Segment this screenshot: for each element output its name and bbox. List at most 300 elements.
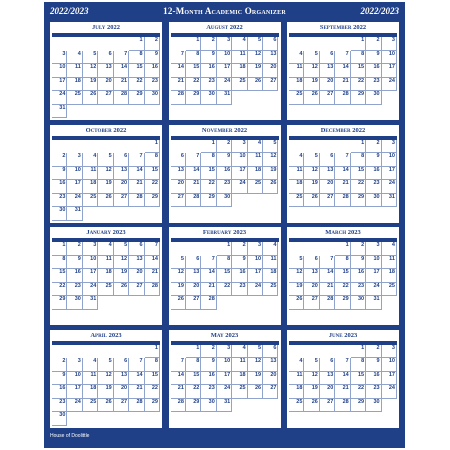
day-number: 21 bbox=[177, 77, 184, 84]
day-cell bbox=[67, 153, 82, 167]
month-block bbox=[50, 330, 162, 428]
day-number: 14 bbox=[177, 371, 184, 378]
day-cell bbox=[289, 51, 304, 65]
day-number: 9 bbox=[77, 255, 81, 262]
day-number: 30 bbox=[59, 207, 66, 213]
day-cell bbox=[232, 140, 247, 154]
day-cell bbox=[382, 140, 397, 154]
day-cell bbox=[129, 64, 144, 78]
day-cell bbox=[248, 345, 263, 359]
day-number: 5 bbox=[124, 242, 128, 248]
day-number: 22 bbox=[358, 77, 365, 84]
day-number: 11 bbox=[239, 358, 246, 364]
day-cell bbox=[201, 194, 216, 208]
day-number: 1 bbox=[345, 242, 349, 248]
day-number: 11 bbox=[296, 166, 303, 173]
day-cell bbox=[67, 296, 82, 310]
day-cell bbox=[382, 256, 397, 270]
day-number: 2 bbox=[211, 37, 215, 43]
day-number: 17 bbox=[224, 64, 231, 70]
day-cell bbox=[289, 91, 304, 105]
day-number: 26 bbox=[177, 296, 184, 302]
day-cell bbox=[366, 167, 381, 181]
day-cell bbox=[201, 153, 216, 167]
day-cell bbox=[263, 78, 278, 92]
day-number: 24 bbox=[224, 385, 231, 391]
day-number: 8 bbox=[196, 358, 200, 364]
day-number: 9 bbox=[361, 255, 365, 262]
day-cell bbox=[289, 385, 304, 399]
day-number: 16 bbox=[358, 269, 365, 275]
day-grid bbox=[289, 37, 397, 118]
day-number: 24 bbox=[373, 282, 380, 289]
day-number: 21 bbox=[151, 269, 158, 275]
day-cell bbox=[52, 180, 67, 194]
day-cell bbox=[289, 283, 304, 297]
day-cell bbox=[382, 372, 397, 386]
day-number: 5 bbox=[93, 50, 97, 57]
day-cell bbox=[186, 296, 201, 310]
day-cell bbox=[320, 153, 335, 167]
day-number: 28 bbox=[193, 193, 200, 200]
day-number: 27 bbox=[105, 91, 112, 97]
day-number: 20 bbox=[193, 282, 200, 289]
day-number: 18 bbox=[90, 385, 97, 391]
calendar-header bbox=[44, 2, 405, 22]
day-cell bbox=[83, 283, 98, 297]
day-cell bbox=[232, 283, 247, 297]
day-cell bbox=[129, 180, 144, 194]
day-number: 4 bbox=[242, 344, 246, 351]
month-block bbox=[50, 227, 162, 325]
day-number: 22 bbox=[136, 77, 143, 84]
day-cell bbox=[232, 345, 247, 359]
day-cell bbox=[98, 78, 113, 92]
day-cell bbox=[217, 167, 232, 181]
day-cell bbox=[52, 358, 67, 372]
day-cell bbox=[186, 91, 201, 105]
day-number: 24 bbox=[388, 385, 395, 391]
day-cell bbox=[171, 180, 186, 194]
day-cell bbox=[351, 153, 366, 167]
day-number: 23 bbox=[151, 77, 158, 84]
day-cell bbox=[201, 358, 216, 372]
day-number: 12 bbox=[105, 166, 112, 173]
day-cell bbox=[366, 256, 381, 270]
day-cell bbox=[335, 91, 350, 105]
day-number: 30 bbox=[373, 91, 380, 97]
day-number: 8 bbox=[196, 50, 200, 57]
day-cell bbox=[98, 167, 113, 181]
day-cell bbox=[129, 372, 144, 386]
day-number: 5 bbox=[108, 358, 112, 364]
day-number: 9 bbox=[242, 255, 246, 262]
day-number: 31 bbox=[74, 207, 81, 213]
day-number: 26 bbox=[105, 193, 112, 200]
day-number: 24 bbox=[388, 77, 395, 84]
day-number: 26 bbox=[121, 282, 128, 289]
day-cell bbox=[98, 256, 113, 270]
day-number: 8 bbox=[154, 358, 158, 364]
day-number: 30 bbox=[373, 398, 380, 405]
day-cell bbox=[98, 153, 113, 167]
day-number: 15 bbox=[224, 269, 231, 275]
day-cell bbox=[67, 256, 82, 270]
day-cell bbox=[335, 372, 350, 386]
day-cell bbox=[366, 194, 381, 208]
day-number: 28 bbox=[121, 91, 128, 97]
day-number: 12 bbox=[90, 64, 97, 70]
day-number: 30 bbox=[208, 398, 215, 405]
day-number: 18 bbox=[296, 385, 303, 391]
day-number: 4 bbox=[391, 242, 395, 248]
day-cell bbox=[171, 153, 186, 167]
day-number: 4 bbox=[242, 37, 246, 43]
day-number: 26 bbox=[311, 91, 318, 97]
day-cell bbox=[129, 78, 144, 92]
day-number: 12 bbox=[105, 371, 112, 378]
day-cell bbox=[217, 256, 232, 270]
day-cell bbox=[145, 269, 160, 283]
day-grid bbox=[289, 140, 397, 221]
day-number: 4 bbox=[299, 358, 303, 364]
day-number: 6 bbox=[108, 50, 112, 57]
day-number: 8 bbox=[345, 255, 349, 262]
day-number: 28 bbox=[208, 296, 215, 302]
day-grid bbox=[289, 242, 397, 323]
day-number: 14 bbox=[136, 166, 143, 173]
day-number: 8 bbox=[361, 153, 365, 159]
day-number: 6 bbox=[139, 242, 143, 248]
day-cell bbox=[232, 153, 247, 167]
day-number: 19 bbox=[296, 282, 303, 289]
day-cell bbox=[248, 269, 263, 283]
day-number: 23 bbox=[224, 180, 231, 186]
day-cell bbox=[351, 91, 366, 105]
day-number: 26 bbox=[296, 296, 303, 302]
day-cell bbox=[232, 256, 247, 270]
day-cell bbox=[201, 37, 216, 51]
wall-calendar bbox=[44, 2, 405, 448]
day-number: 27 bbox=[270, 77, 277, 84]
day-cell bbox=[232, 78, 247, 92]
day-cell bbox=[145, 37, 160, 51]
day-number: 31 bbox=[373, 296, 380, 302]
month-block bbox=[287, 227, 399, 325]
day-cell bbox=[289, 399, 304, 413]
day-number: 22 bbox=[151, 180, 158, 186]
day-number: 1 bbox=[227, 242, 231, 248]
day-cell bbox=[171, 91, 186, 105]
day-cell bbox=[171, 64, 186, 78]
day-cell bbox=[83, 194, 98, 208]
day-number: 25 bbox=[239, 77, 246, 84]
day-cell bbox=[201, 269, 216, 283]
day-cell bbox=[67, 51, 82, 65]
day-number: 17 bbox=[388, 166, 395, 173]
day-number: 5 bbox=[314, 358, 318, 364]
day-cell bbox=[217, 37, 232, 51]
day-cell bbox=[67, 372, 82, 386]
day-number: 27 bbox=[121, 398, 128, 405]
day-cell bbox=[67, 180, 82, 194]
day-cell bbox=[114, 180, 129, 194]
day-number: 21 bbox=[342, 77, 349, 84]
day-number: 1 bbox=[154, 344, 158, 351]
day-cell bbox=[263, 153, 278, 167]
day-cell bbox=[114, 385, 129, 399]
day-number: 8 bbox=[361, 358, 365, 364]
day-number: 19 bbox=[105, 180, 112, 186]
month-block bbox=[287, 22, 399, 120]
day-cell bbox=[201, 345, 216, 359]
day-cell bbox=[320, 256, 335, 270]
day-number: 15 bbox=[358, 64, 365, 70]
day-number: 4 bbox=[108, 242, 112, 248]
day-cell bbox=[129, 91, 144, 105]
day-cell bbox=[351, 140, 366, 154]
day-cell bbox=[114, 194, 129, 208]
day-number: 26 bbox=[254, 385, 262, 391]
day-number: 3 bbox=[391, 139, 395, 146]
day-number: 30 bbox=[208, 91, 215, 97]
day-number: 14 bbox=[177, 64, 184, 70]
day-cell bbox=[114, 283, 129, 297]
day-cell bbox=[129, 269, 144, 283]
day-cell bbox=[67, 64, 82, 78]
day-cell bbox=[217, 399, 232, 413]
day-cell bbox=[217, 269, 232, 283]
day-cell bbox=[217, 345, 232, 359]
day-number: 22 bbox=[358, 385, 365, 391]
day-cell bbox=[289, 269, 304, 283]
day-cell bbox=[171, 78, 186, 92]
day-number: 31 bbox=[388, 193, 395, 200]
day-number: 14 bbox=[342, 371, 349, 378]
day-number: 16 bbox=[74, 269, 81, 275]
day-cell bbox=[263, 283, 278, 297]
day-cell bbox=[335, 242, 350, 256]
day-cell bbox=[382, 78, 397, 92]
day-cell bbox=[186, 78, 201, 92]
day-cell bbox=[67, 78, 82, 92]
day-cell bbox=[289, 78, 304, 92]
day-cell bbox=[289, 180, 304, 194]
day-cell bbox=[382, 153, 397, 167]
day-number: 29 bbox=[358, 193, 365, 200]
day-cell bbox=[289, 256, 304, 270]
day-cell bbox=[145, 283, 160, 297]
day-cell bbox=[52, 296, 67, 310]
day-cell bbox=[289, 372, 304, 386]
day-cell bbox=[248, 180, 263, 194]
day-cell bbox=[366, 91, 381, 105]
day-cell bbox=[52, 283, 67, 297]
day-number: 10 bbox=[254, 255, 262, 262]
day-number: 1 bbox=[139, 37, 143, 43]
day-cell bbox=[83, 399, 98, 413]
day-cell bbox=[186, 180, 201, 194]
day-number: 6 bbox=[124, 358, 128, 364]
day-cell bbox=[83, 51, 98, 65]
day-number: 22 bbox=[59, 282, 66, 289]
day-cell bbox=[186, 153, 201, 167]
day-cell bbox=[171, 399, 186, 413]
day-number: 26 bbox=[270, 180, 277, 186]
day-cell bbox=[366, 242, 381, 256]
day-cell bbox=[186, 345, 201, 359]
day-number: 8 bbox=[62, 255, 66, 262]
day-cell bbox=[320, 372, 335, 386]
day-number: 13 bbox=[270, 358, 277, 364]
day-cell bbox=[382, 51, 397, 65]
day-number: 16 bbox=[208, 64, 215, 70]
day-number: 23 bbox=[208, 385, 215, 391]
day-number: 22 bbox=[208, 180, 215, 186]
day-cell bbox=[320, 91, 335, 105]
day-number: 27 bbox=[193, 296, 200, 302]
day-cell bbox=[232, 372, 247, 386]
day-cell bbox=[335, 51, 350, 65]
month-block bbox=[287, 125, 399, 223]
day-cell bbox=[201, 283, 216, 297]
day-number: 3 bbox=[77, 358, 81, 364]
day-number: 6 bbox=[330, 50, 334, 57]
day-cell bbox=[304, 91, 319, 105]
day-number: 4 bbox=[93, 358, 97, 364]
day-number: 14 bbox=[342, 166, 349, 173]
day-cell bbox=[263, 167, 278, 181]
day-number: 11 bbox=[389, 255, 395, 262]
day-cell bbox=[201, 372, 216, 386]
day-cell bbox=[382, 269, 397, 283]
day-cell bbox=[129, 51, 144, 65]
day-cell bbox=[129, 399, 144, 413]
day-cell bbox=[304, 296, 319, 310]
day-cell bbox=[171, 385, 186, 399]
day-number: 15 bbox=[358, 371, 365, 378]
day-number: 21 bbox=[342, 180, 349, 186]
day-number: 15 bbox=[151, 166, 158, 173]
day-cell bbox=[83, 358, 98, 372]
day-number: 3 bbox=[77, 153, 81, 159]
day-number: 16 bbox=[373, 64, 380, 70]
day-number: 30 bbox=[224, 193, 231, 200]
day-cell bbox=[52, 91, 67, 105]
day-number: 1 bbox=[361, 344, 365, 351]
day-number: 22 bbox=[224, 282, 231, 289]
day-number: 26 bbox=[105, 398, 112, 405]
day-number: 5 bbox=[108, 153, 112, 159]
day-number: 12 bbox=[254, 358, 262, 364]
day-cell bbox=[304, 283, 319, 297]
day-number: 12 bbox=[311, 64, 318, 70]
academic-year-right: 2022/2023 bbox=[360, 6, 399, 16]
day-cell bbox=[52, 385, 67, 399]
day-cell bbox=[83, 296, 98, 310]
day-number: 17 bbox=[59, 77, 66, 84]
day-number: 25 bbox=[90, 398, 97, 405]
day-number: 2 bbox=[62, 358, 66, 364]
day-cell bbox=[98, 64, 113, 78]
day-number: 10 bbox=[239, 153, 246, 159]
day-cell bbox=[335, 256, 350, 270]
day-number: 1 bbox=[211, 139, 215, 146]
day-number: 6 bbox=[196, 255, 200, 262]
day-cell bbox=[186, 37, 201, 51]
day-number: 14 bbox=[342, 64, 349, 70]
day-number: 7 bbox=[345, 358, 349, 364]
day-cell bbox=[351, 399, 366, 413]
day-cell bbox=[67, 207, 82, 221]
day-cell bbox=[171, 51, 186, 65]
day-cell bbox=[304, 256, 319, 270]
day-number: 10 bbox=[373, 255, 380, 262]
day-cell bbox=[67, 242, 82, 256]
day-cell bbox=[289, 167, 304, 181]
day-cell bbox=[171, 372, 186, 386]
day-grid bbox=[289, 345, 397, 426]
day-cell bbox=[145, 51, 160, 65]
day-cell bbox=[129, 153, 144, 167]
day-cell bbox=[186, 167, 201, 181]
day-cell bbox=[114, 51, 129, 65]
day-number: 25 bbox=[296, 193, 303, 200]
day-cell bbox=[335, 399, 350, 413]
day-cell bbox=[335, 269, 350, 283]
day-number: 31 bbox=[224, 91, 231, 97]
day-cell bbox=[217, 51, 232, 65]
day-cell bbox=[366, 51, 381, 65]
day-cell bbox=[320, 296, 335, 310]
day-cell bbox=[366, 296, 381, 310]
day-number: 13 bbox=[177, 166, 184, 173]
day-number: 25 bbox=[388, 282, 395, 289]
day-cell bbox=[351, 372, 366, 386]
day-number: 17 bbox=[388, 64, 395, 70]
month-title: January 2023 bbox=[86, 229, 126, 236]
day-grid bbox=[52, 37, 160, 118]
day-number: 18 bbox=[296, 77, 303, 84]
day-number: 5 bbox=[180, 255, 184, 262]
day-cell bbox=[263, 269, 278, 283]
day-cell bbox=[366, 358, 381, 372]
day-number: 24 bbox=[388, 180, 395, 186]
day-number: 25 bbox=[296, 398, 303, 405]
day-number: 13 bbox=[270, 50, 277, 57]
day-cell bbox=[145, 358, 160, 372]
day-number: 20 bbox=[327, 385, 334, 391]
day-number: 17 bbox=[254, 269, 262, 275]
month-block bbox=[169, 227, 281, 325]
day-cell bbox=[217, 180, 232, 194]
day-cell bbox=[289, 64, 304, 78]
day-number: 3 bbox=[391, 37, 395, 43]
day-number: 11 bbox=[90, 371, 97, 378]
day-cell bbox=[171, 358, 186, 372]
day-cell bbox=[145, 399, 160, 413]
day-cell bbox=[145, 167, 160, 181]
day-cell bbox=[171, 283, 186, 297]
day-number: 10 bbox=[74, 371, 81, 378]
day-cell bbox=[217, 153, 232, 167]
day-number: 28 bbox=[177, 91, 184, 97]
day-number: 8 bbox=[139, 50, 143, 57]
month-block bbox=[287, 330, 399, 428]
day-number: 13 bbox=[121, 166, 128, 173]
day-number: 2 bbox=[242, 242, 246, 248]
day-cell bbox=[186, 372, 201, 386]
